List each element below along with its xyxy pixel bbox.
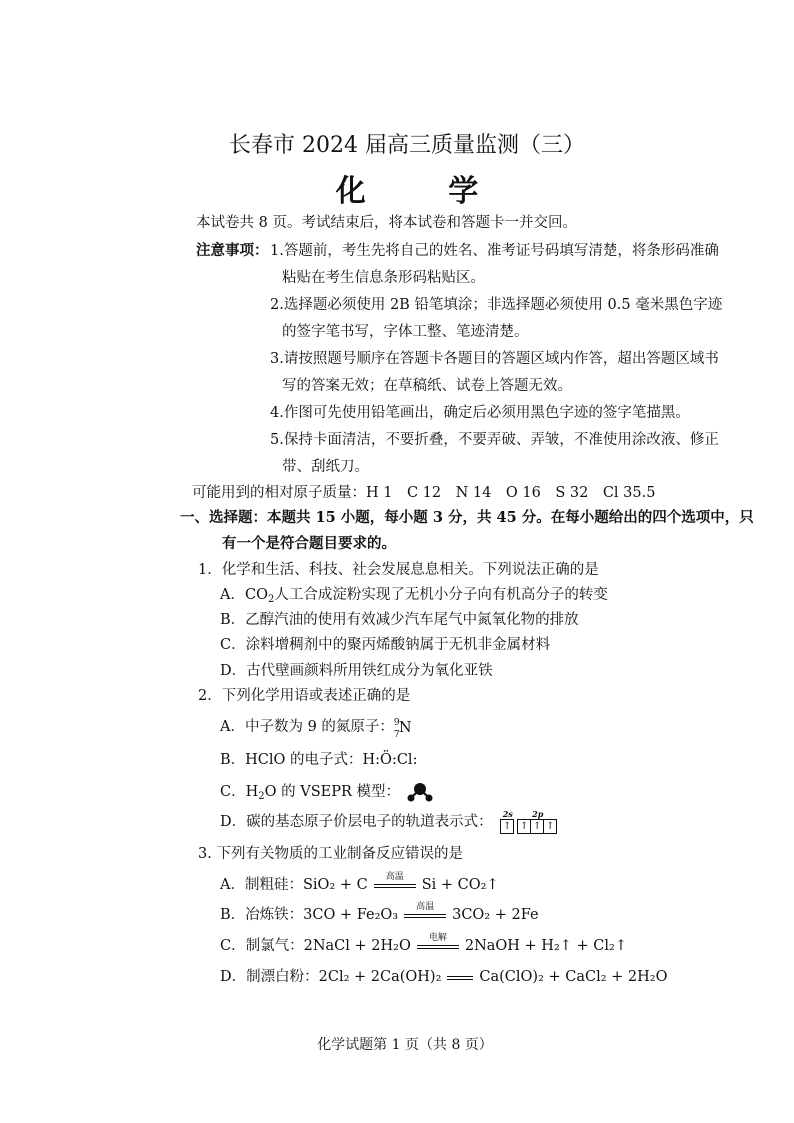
q3-stem: 3. 下列有关物质的工业制备反应错误的是 bbox=[198, 846, 463, 862]
q2-stem: 2．下列化学用语或表述正确的是 bbox=[198, 688, 411, 704]
intro-text: 本试卷共 8 页。考试结束后，将本试卷和答题卡一并交回。 bbox=[196, 215, 577, 231]
notice-item: 4.作图可先使用铅笔画出，确定后必须用黑色字迹的签字笔描黑。 bbox=[270, 405, 690, 421]
vsepr-model-image bbox=[405, 781, 435, 803]
notice-label: 注意事项： bbox=[196, 242, 269, 259]
section-heading-cont: 有一个是符合题目要求的。 bbox=[222, 535, 396, 552]
q2-option-b: B．HClO 的电子式：H:Ö:Cl: bbox=[220, 752, 418, 768]
exam-title: 长春市 2024 届高三质量监测（三） bbox=[229, 133, 585, 158]
page-footer: 化学试题第 1 页（共 8 页） bbox=[317, 1037, 493, 1053]
notice-item: 5.保持卡面清洁，不要折叠，不要弄破、弄皱，不准使用涂改液、修正 bbox=[270, 432, 719, 448]
q1-option-d: D．古代壁画颜料所用铁红成分为氧化亚铁 bbox=[220, 663, 493, 679]
q1-option-b: B．乙醇汽油的使用有效减少汽车尾气中氮氧化物的排放 bbox=[220, 612, 579, 628]
q1-option-a: A．$CO_2$人工合成淀粉实现了无机小分子向有机高分子的转变 bbox=[220, 587, 608, 605]
q3-option-a: A．制粗硅：SiO₂ + C 高温 Si + CO₂↑ bbox=[220, 872, 499, 893]
q3-option-c: C．制氯气：2NaCl + 2H₂O 电解 2NaOH + H₂↑ + Cl₂↑ bbox=[220, 933, 627, 954]
q2-option-a: A．中子数为 9 的氮原子： 9 7 N bbox=[220, 718, 414, 736]
notice-item: 写的答案无效；在草稿纸、试卷上答题无效。 bbox=[282, 378, 572, 394]
q1-option-c: C．涂料增稠剂中的聚丙烯酸钠属于无机非金属材料 bbox=[220, 637, 551, 653]
section-heading: 一、选择题：本题共 15 小题，每小题 3 分，共 45 分。在每小题给出的四个选项中，只 bbox=[180, 509, 754, 526]
notice-item: 2.选择题必须使用 2B 铅笔填涂；非选择题必须使用 0.5 毫米黑色字迹 bbox=[270, 297, 723, 313]
orbital-diagram: 2s ↑ 2p ↑ ↑ ↑ bbox=[501, 810, 561, 834]
notice-item: 带、刮纸刀。 bbox=[282, 459, 369, 475]
notice-item: 的签字笔书写，字体工整、笔迹清楚。 bbox=[282, 324, 529, 340]
q2-option-d: D．碳的基态原子价层电子的轨道表示式： 2s ↑ 2p ↑ ↑ ↑ bbox=[220, 810, 561, 834]
q3-option-b: B．冶炼铁：3CO + Fe₂O₃ 高温 3CO₂ + 2Fe bbox=[220, 902, 539, 923]
notice-item: 3.请按照题号顺序在答题卡各题目的答题区域内作答，超出答题区域书 bbox=[270, 351, 719, 367]
q3-option-d: D．制漂白粉：2Cl₂ + 2Ca(OH)₂ Ca(ClO)₂ + CaCl₂ + 2H₂O bbox=[220, 969, 668, 985]
atomic-masses: 可能用到的相对原子质量：H 1 C 12 N 14 O 16 S 32 Cl 35.5 bbox=[192, 485, 656, 501]
q1-stem: 1．化学和生活、科技、社会发展息息相关。下列说法正确的是 bbox=[198, 562, 599, 578]
subject-title: 化 学 bbox=[335, 174, 515, 209]
q2-option-c: C．$H_2O$ 的 VSEPR 模型： bbox=[220, 781, 435, 803]
nitrogen-isotope-symbol: 9 7 N bbox=[393, 718, 412, 740]
notice-item: 粘贴在考生信息条形码粘贴区。 bbox=[282, 270, 485, 286]
hclo-electron-formula: H:Ö:Cl: bbox=[362, 752, 418, 768]
notice-item: 1.答题前，考生先将自己的姓名、准考证号码填写清楚，将条形码准确 bbox=[270, 243, 719, 259]
